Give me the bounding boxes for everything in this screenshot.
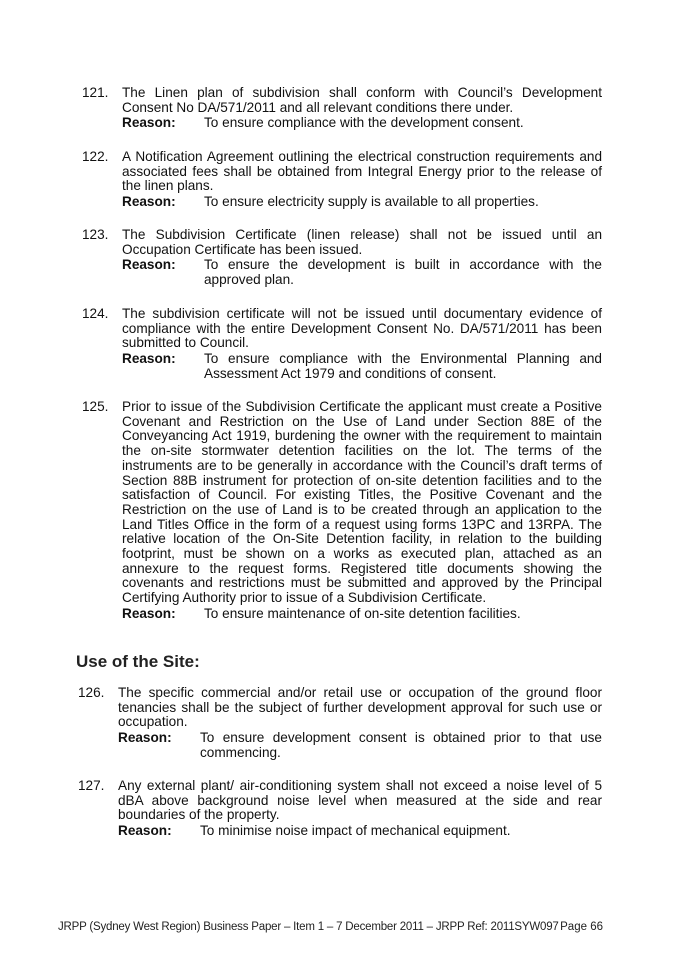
condition-reason [122, 116, 602, 131]
condition-127 [78, 779, 602, 839]
footer-text: JRPP (Sydney West Region) Business Paper – Item 1 – 7 December 2011 – JRPP Ref: 2011SYW097 [58, 921, 559, 933]
condition-122 [82, 150, 602, 210]
page-number: Page 66 [560, 921, 603, 933]
condition-text: A Notification Agreement outlining the electrical construction requirements and associated fees shall be obtained from Integral Energy prior to the release of the linen plans. [122, 149, 602, 194]
condition-121 [82, 86, 602, 131]
reason-label: Reason: [122, 257, 176, 273]
condition-number: 122. [82, 149, 109, 164]
reason-text: To ensure the development is built in accordance with the approved plan. [204, 257, 602, 288]
reason-label: Reason: [122, 115, 176, 131]
reason-label: Reason: [122, 351, 176, 367]
condition-125 [82, 400, 602, 622]
reason-label: Reason: [122, 194, 176, 210]
condition-text: The Subdivision Certificate (linen release) shall not be issued until an Occupation Certificate has been issued. [122, 227, 602, 257]
reason-label: Reason: [118, 823, 172, 839]
reason-text: To minimise noise impact of mechanical equipment. [200, 823, 511, 839]
reason-text: To ensure electricity supply is available to all properties. [204, 194, 539, 210]
reason-label: Reason: [118, 730, 172, 746]
condition-reason [122, 195, 602, 210]
condition-number: 121. [82, 85, 109, 100]
condition-text: The specific commercial and/or retail use or occupation of the ground floor tenancies shall be the subject of further development approval for such use or occupation. [118, 685, 602, 730]
condition-text: Any external plant/ air-conditioning system shall not exceed a noise level of 5 dBA above background noise level when measured at the side and rear boundaries of the property. [118, 778, 602, 823]
condition-reason [122, 607, 602, 622]
reason-text: To ensure maintenance of on-site detention facilities. [204, 605, 521, 621]
condition-reason [122, 258, 602, 287]
condition-text: The subdivision certificate will not be issued until documentary evidence of compliance with the entire Development Consent No. DA/571/2011 has been submitted to Council. [122, 306, 602, 351]
reason-text: To ensure compliance with the Environmental Planning and Assessment Act 1979 and conditions of consent. [204, 351, 602, 381]
condition-126 [78, 686, 602, 761]
condition-text: The Linen plan of subdivision shall conform with Council’s Development Consent No DA/571/2011 and all relevant conditions there under. [122, 85, 602, 115]
condition-number: 125. [82, 399, 109, 414]
condition-number: 123. [82, 227, 109, 242]
condition-text: Prior to issue of the Subdivision Certificate the applicant must create a Positive Covenant and Restriction on the Use of Land under Section 88E of the Conveyancing Act 1919, burdening the owner with the requirement to maintain the on-site stormwater detention facilities on the lot. The terms of the instruments are to be generally in accordance with the Council’s draft terms of Section 88B instrument for protection of on-site detention facilities and to the satisfaction of Council. For existing Titles, the Positive Covenant and the Restriction on the use of Land is to be created through an application to the Land Titles Office in the form of a request using forms 13PC and 13RPA. The relative location of the On-Site Detention facility, in relation to the building footprint, must be shown on a works as executed plan, attached as an annexure to the request forms. Registered title documents showing the covenants and restrictions must be submitted and approved by the Principal Certifying Authority prior to issue of a Subdivision Certificate. [122, 399, 602, 606]
section-heading: Use of the Site: [76, 652, 200, 671]
reason-text: To ensure compliance with the development consent. [204, 115, 524, 131]
condition-123 [82, 228, 602, 288]
condition-number: 127. [78, 778, 105, 793]
condition-number: 126. [78, 685, 105, 700]
condition-reason [118, 731, 602, 760]
condition-reason [122, 352, 602, 381]
condition-124 [82, 307, 602, 382]
reason-label: Reason: [122, 605, 176, 621]
reason-text: To ensure development consent is obtained prior to that use commencing. [200, 730, 602, 760]
condition-reason [118, 824, 602, 839]
condition-number: 124. [82, 306, 109, 321]
